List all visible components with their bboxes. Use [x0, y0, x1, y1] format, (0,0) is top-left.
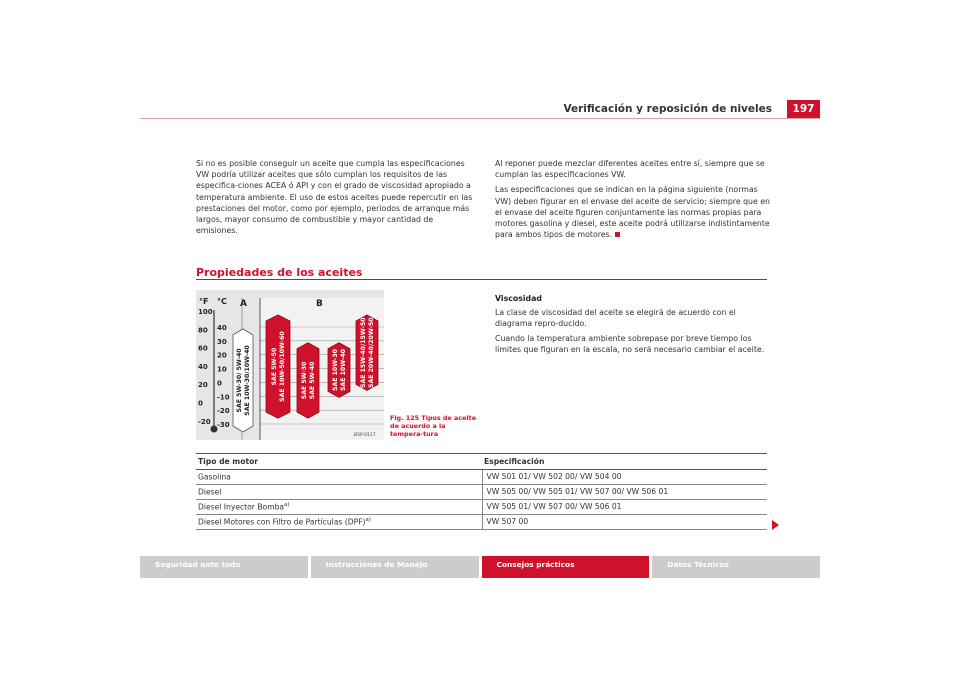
- fahrenheit-tick: -20: [198, 417, 211, 426]
- footer-tab-consejos[interactable]: Consejos prácticos: [482, 556, 650, 578]
- table-cell-spec: VW 501 01/ VW 502 00/ VW 504 00: [482, 470, 767, 485]
- label-celsius: °C: [217, 297, 227, 306]
- viscosity-p1: La clase de viscosidad del aceite se elegirá de acuerdo con el diagrama repro-ducido.: [495, 308, 736, 329]
- oil-viscosity-diagram: [196, 290, 384, 440]
- table-header-row: [196, 454, 767, 470]
- header-divider: [140, 118, 820, 119]
- fahrenheit-tick: 80: [198, 326, 208, 335]
- footer-tab-seguridad[interactable]: Seguridad ante todo: [140, 556, 308, 578]
- table-row: [196, 515, 767, 530]
- table-cell-spec: VW 505 01/ VW 507 00/ VW 506 01: [482, 500, 767, 515]
- viscosity-bar-label-2: SAE 10W-50/10W-60: [279, 331, 286, 402]
- intro-right-p1: Al reponer puede mezclar diferentes aceites entre sí, siempre que se cumplan las especificaciones VW.: [495, 159, 765, 180]
- celsius-tick: -10: [217, 393, 230, 402]
- table-cell-type: Diesel Motores con Filtro de Partículas (DPF)$^{a)}$: [196, 515, 482, 530]
- end-marker-icon: [615, 232, 620, 237]
- viscosity-bar-label-1: SAE 15W-40/15W-50: [360, 317, 367, 388]
- label-fahrenheit: °F: [199, 297, 209, 306]
- table-cell-type: Gasolina: [196, 470, 482, 485]
- celsius-tick: 30: [217, 337, 227, 346]
- fahrenheit-tick: 20: [198, 381, 208, 390]
- viscosity-bar-label-2: SAE 5W-40: [309, 361, 316, 400]
- footer-tab-instrucciones[interactable]: Instrucciones de Manejo: [311, 556, 479, 578]
- table-row: [196, 500, 767, 515]
- celsius-tick: 20: [217, 351, 227, 360]
- intro-right: [495, 158, 773, 244]
- footer-nav: [140, 556, 820, 578]
- intro-left-text: Si no es posible conseguir un aceite que cumpla las especificaciones VW podría utilizar aceites que sólo cumplan los requisitos de las especifica-ciones ACEA ó API y con el grado de viscosidad apropiado a temperatura ambiente. El uso de estos aceites puede repercutir en las prestaciones del motor, como por ejemplo, periodos de arranque más largos, mayor consumo de combustible y mayor cantidad de emisiones.: [196, 159, 473, 236]
- fahrenheit-tick: 0: [198, 399, 203, 408]
- viscosity-bar-label-2: SAE 10W-30/10W-40: [244, 345, 251, 416]
- viscosity-p2: Cuando la temperatura ambiente sobrepase por breve tiempo los límites que figuran en la escala, no será necesario cambiar el aceite.: [495, 333, 765, 354]
- section-title: Propiedades de los aceites: [196, 266, 363, 279]
- celsius-tick: 10: [217, 365, 227, 374]
- figure-caption: Fig. 125 Tipos de aceite de acuerdo a la tempera-tura: [390, 414, 477, 438]
- figure-code: B5P-0117: [354, 433, 376, 438]
- table-header-engine-type: Tipo de motor: [196, 454, 482, 470]
- celsius-tick: -30: [217, 421, 230, 429]
- label-b: B: [316, 299, 323, 309]
- celsius-tick: 40: [217, 324, 227, 332]
- fahrenheit-tick: 100: [198, 308, 213, 316]
- viscosity-bar-label-2: SAE 20W-40/20W-50: [368, 317, 375, 388]
- fahrenheit-tick: 40: [198, 362, 208, 371]
- table-row: [196, 485, 767, 500]
- viscosity-bar-label-2: SAE 10W-40: [340, 349, 347, 392]
- table-cell-type: Diesel Inyector Bomba$^{a)}$: [196, 500, 482, 515]
- viscosity-bar-label-1: SAE 5W-50: [271, 347, 278, 386]
- intro-right-p2: Las especificaciones que se indican en la página siguiente (normas VW) deben figurar en el envase del aceite de servicio; siempre que en el envase del aceite figuren conjuntamente las normas propias para motores gasolina y diesel, este aceite podrá utilizarse indistintamente para ambos tipos de motores.: [495, 185, 771, 240]
- viscosity-heading: Viscosidad: [495, 294, 542, 303]
- table-row: [196, 470, 767, 485]
- oil-spec-table: [196, 453, 767, 530]
- section-divider: [196, 279, 767, 280]
- table-cell-type: Diesel: [196, 485, 482, 500]
- celsius-tick: -20: [217, 407, 230, 416]
- label-a: A: [240, 299, 247, 309]
- footer-tab-datos[interactable]: Datos Técnicos: [652, 556, 820, 578]
- viscosity-bar-label-1: SAE 5W-30/ 5W-40: [236, 348, 243, 413]
- viscosity-bar-label-1: SAE 5W-30: [301, 361, 308, 400]
- page-number: 197: [787, 100, 820, 118]
- table-cell-spec: VW 507 00: [482, 515, 767, 530]
- next-page-arrow-icon[interactable]: [772, 520, 779, 530]
- table-cell-spec: VW 505 00/ VW 505 01/ VW 507 00/ VW 506 01: [482, 485, 767, 500]
- intro-left: [196, 158, 476, 240]
- viscosity-bar-label-1: SAE 10W-30: [332, 349, 339, 392]
- header-title: Verificación y reposición de niveles: [563, 103, 772, 115]
- celsius-tick: 0: [217, 379, 222, 388]
- oil-viscosity-figure: [196, 290, 384, 440]
- viscosity-section: [495, 293, 773, 358]
- table-header-spec: Especificación: [482, 454, 767, 470]
- fahrenheit-tick: 60: [198, 344, 208, 353]
